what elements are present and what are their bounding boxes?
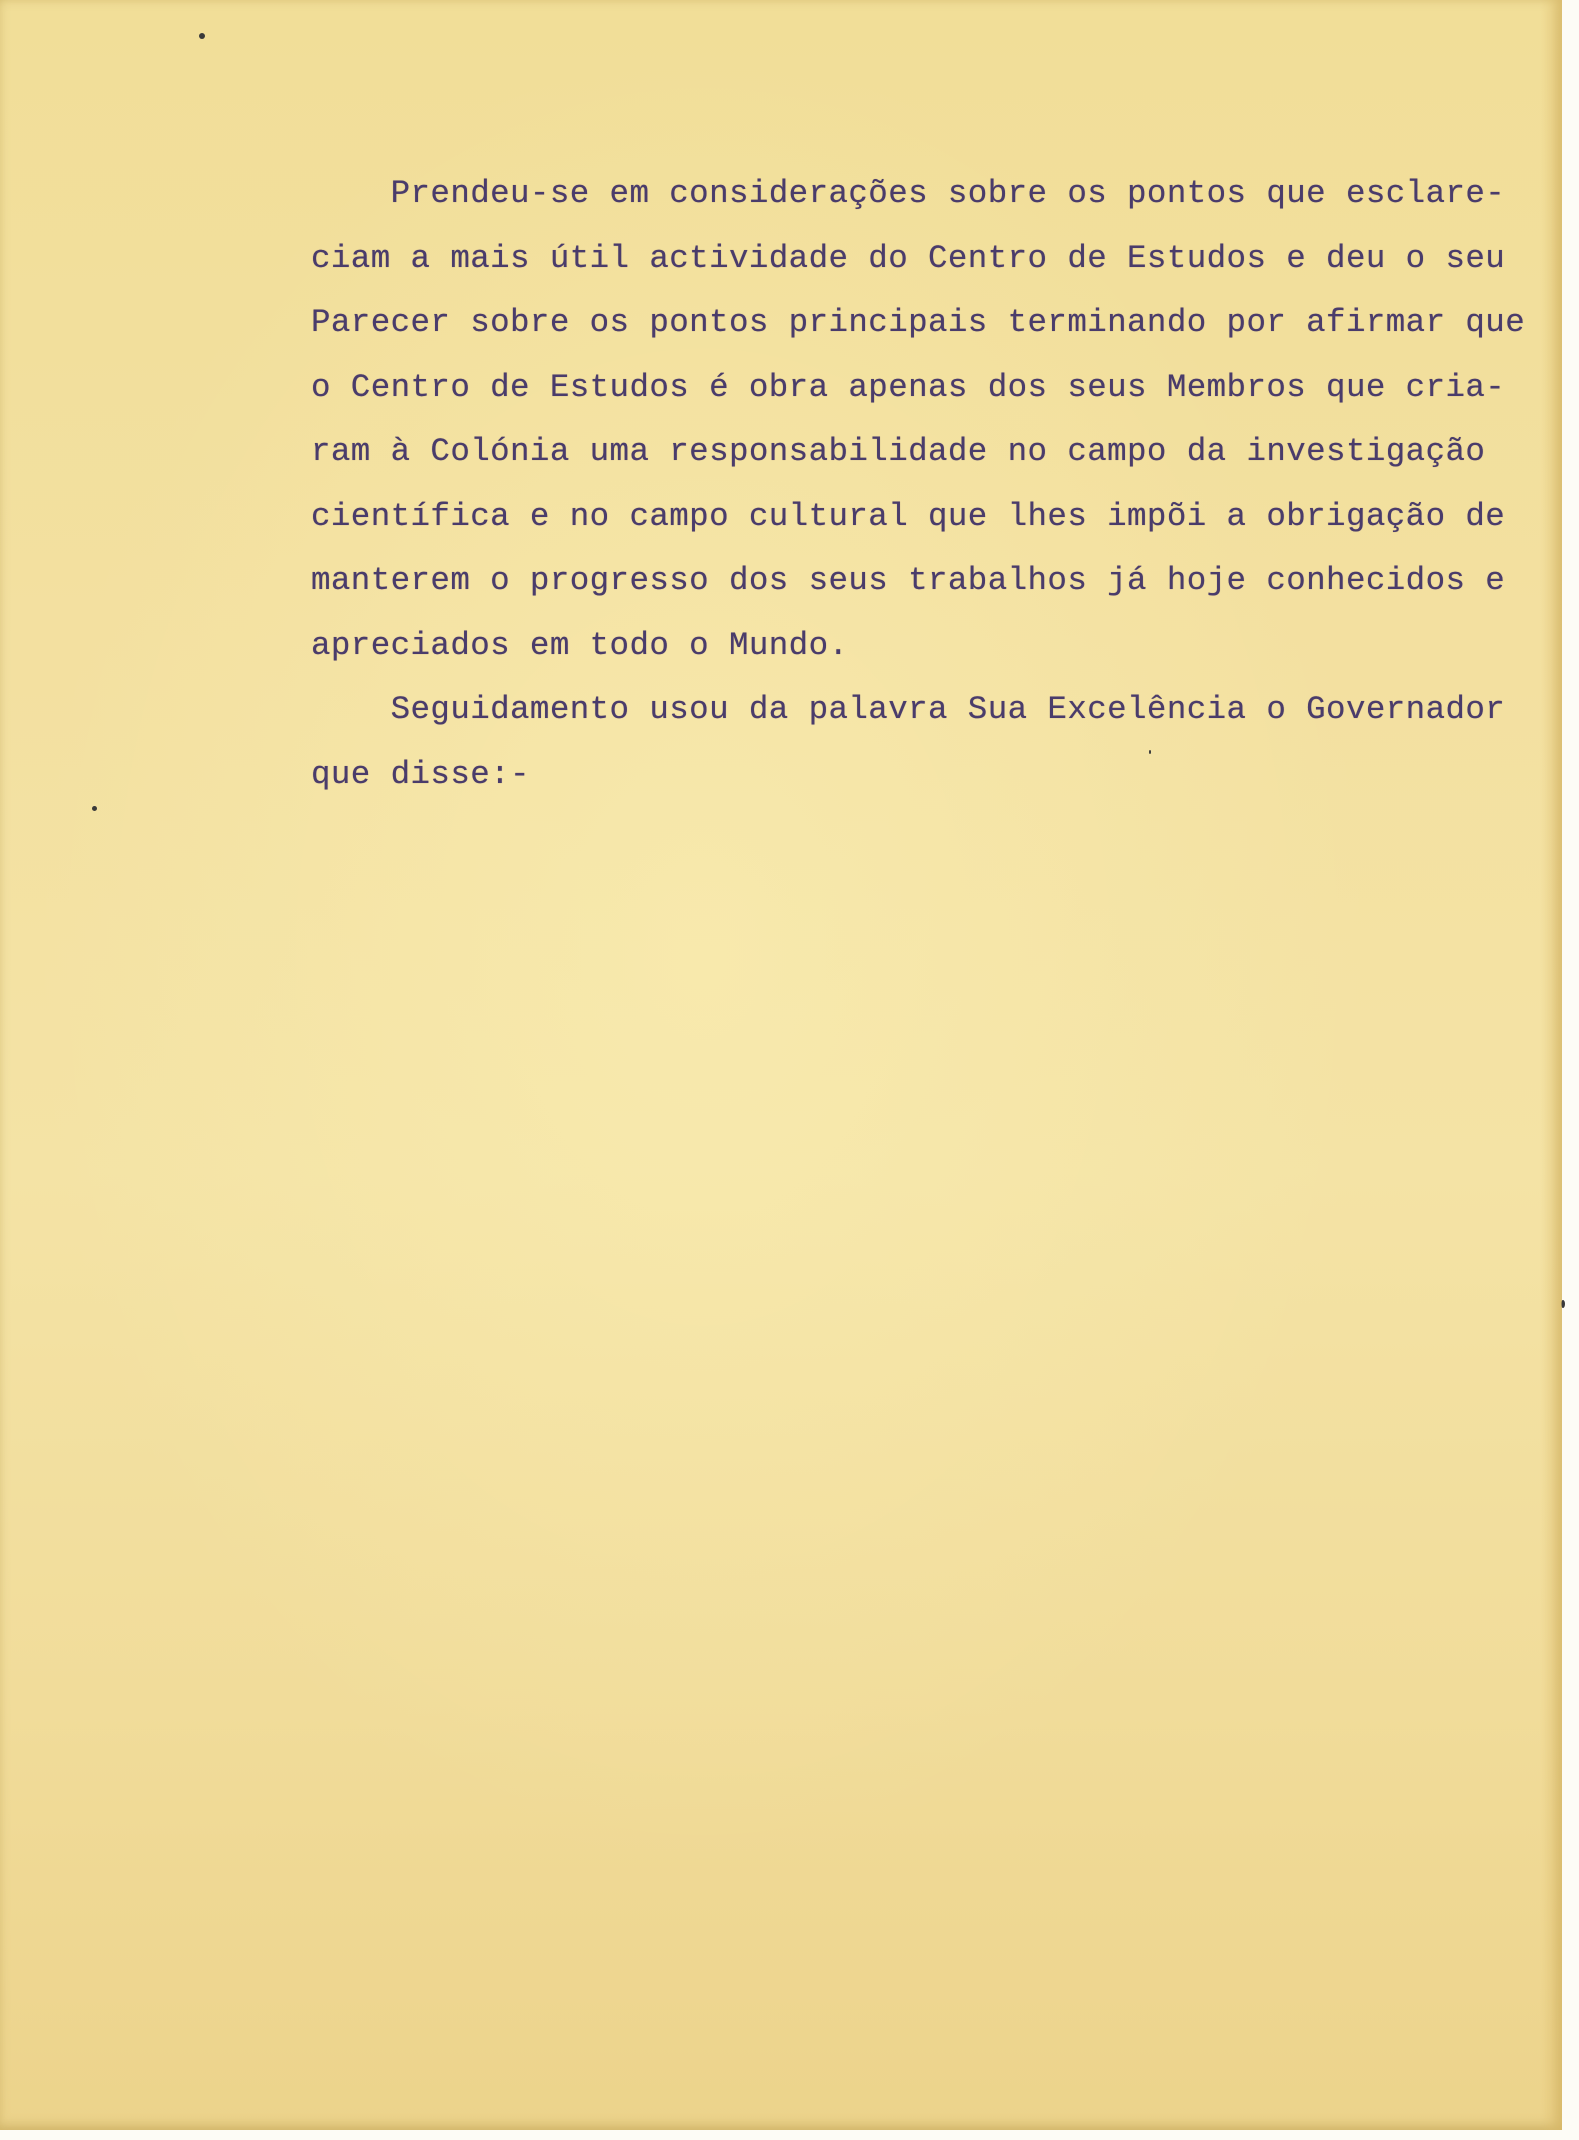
paper-speck (92, 806, 97, 811)
text-line: o Centro de Estudos é obra apenas dos seus Membros que cria- (311, 368, 1506, 406)
paper-speck (199, 33, 205, 39)
text-line: ram à Colónia uma responsabilidade no campo da investigação (311, 433, 1486, 470)
text-line: apreciados em todo o Mundo. (311, 626, 849, 664)
text-line: manterem o progresso dos seus trabalhos já hoje conhecidos e (311, 562, 1506, 599)
text-line: científica e no campo cultural que lhes impõi a obrigação de (311, 497, 1506, 535)
text-line: ciam a mais útil actividade do Centro de Estudos e deu o seu (311, 239, 1506, 277)
text-line: Parecer sobre os pontos principais terminando por afirmar que (311, 304, 1526, 341)
text-line: Prendeu-se em considerações sobre os pontos que esclare- (311, 175, 1506, 212)
text-line: que disse:- (311, 755, 530, 793)
text-line: Seguidamento usou da palavra Sua Excelência o Governador (311, 691, 1506, 728)
typed-text-body (311, 162, 1526, 807)
paper-speck (1561, 1300, 1565, 1308)
